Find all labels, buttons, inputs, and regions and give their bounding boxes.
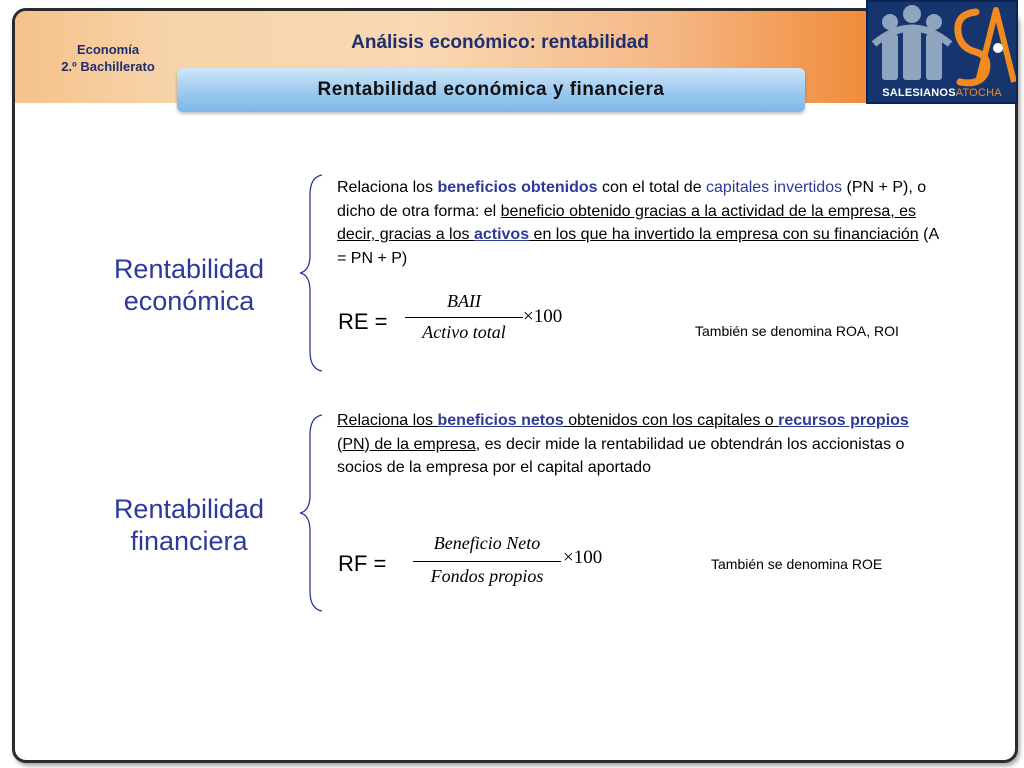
concept-line-2: económica [123, 286, 255, 316]
left-brace-icon [298, 411, 328, 616]
highlight-activos: activos [473, 226, 530, 243]
logo-caption: SALESIANOSATOCHA [882, 87, 1002, 99]
formula-rf-numerator: Beneficio Neto [433, 533, 541, 553]
left-brace-icon [298, 171, 328, 376]
formula-re-fraction [405, 291, 523, 347]
highlight-capitales-invertidos: capitales invertidos [706, 179, 843, 196]
formula-rf-denominator: Fondos propios [430, 566, 544, 586]
salesianos-atocha-logo [866, 0, 1018, 104]
formula-re-label: RE = [338, 309, 388, 334]
concept-line-2: financiera [130, 526, 248, 556]
slide-frame [12, 8, 1018, 763]
subject-line-1: Economía [76, 42, 140, 57]
concept-rentabilidad-financiera [89, 493, 289, 557]
definition-rentabilidad-economica: Relaciona los beneficios obtenidos con el total de capitales invertidos (PN + P), o dicho de otra forma: el beneficio obtenido gracias a la actividad de la empresa, es decir, gracias a los activos en los que ha invertido la empresa con su financiación (A = PN + P) [337, 179, 939, 267]
formula-re-multiplier: ×100 [523, 306, 563, 327]
concept-line-1: Rentabilidad [113, 494, 265, 524]
fraction-bar [413, 561, 561, 562]
formula-rf-label: RF = [338, 551, 387, 576]
concept-rentabilidad-economica [89, 253, 289, 317]
definition-rentabilidad-financiera: Relaciona los beneficios netos obtenidos con los capitales o recursos propios (PN) de la empresa, es decir mide la rentabilidad ue obtendrán los accionistas o socios de la empresa por el capital aportado [337, 412, 909, 476]
note-roa-roi: También se denomina ROA, ROI [695, 323, 899, 339]
concept-line-1: Rentabilidad [113, 254, 265, 284]
formula-re-denominator: Activo total [422, 322, 506, 342]
subject-line-2: 2.º Bachillerato [61, 59, 155, 74]
fraction-bar [405, 317, 523, 318]
formula-rf-multiplier: ×100 [563, 547, 603, 568]
section-subtitle: Rentabilidad económica y financiera [177, 68, 805, 112]
highlight-beneficios-obtenidos: beneficios obtenidos [437, 179, 598, 196]
logo-emblem-icon [868, 4, 1016, 90]
highlight-beneficios-netos: beneficios netos [437, 412, 564, 429]
subject-label [33, 41, 183, 75]
highlight-recursos-propios: recursos propios [778, 412, 909, 429]
formula-rf-fraction [413, 533, 561, 593]
slide-title: Análisis económico: rentabilidad [351, 32, 649, 53]
note-roe: También se denomina ROE [711, 556, 883, 572]
formula-re-numerator: BAII [447, 291, 481, 311]
